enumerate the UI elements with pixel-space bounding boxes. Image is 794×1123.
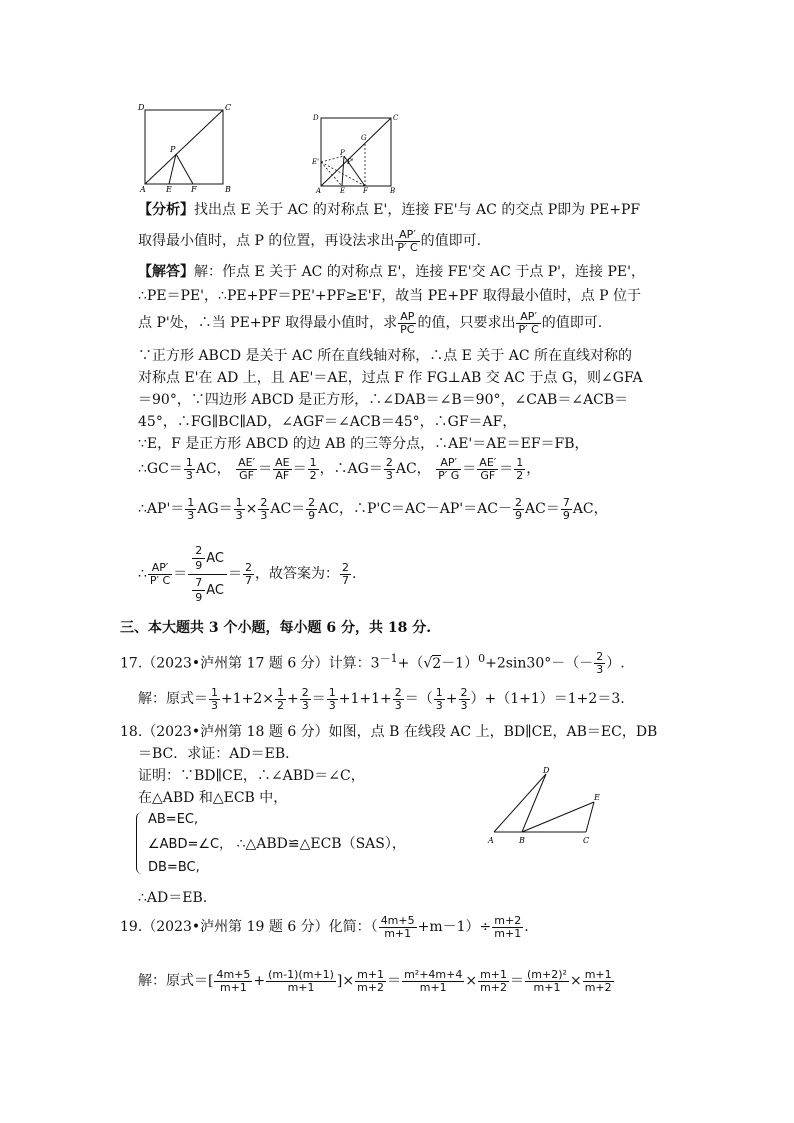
answer-line-4: ∵正方形 ABCD 是关于 AC 所在直线轴对称，∴点 E 关于 AC 所在直线对称的 (138, 348, 633, 364)
label-D: D (313, 114, 319, 122)
answer-line-1: 【解答】解：作点 E 关于 AC 的对称点 E'，连接 FE'交 AC 于点 P'，连接 PE'， (138, 264, 645, 280)
answer-line-7: 45°，∴FG∥BC∥AD，∠AGF＝∠ACB＝45°，∴GF＝AF， (138, 414, 517, 430)
label-D: D (543, 766, 550, 775)
label-E: E (166, 185, 172, 194)
q18-proof-2: 在△ABD 和△ECB 中， (138, 790, 288, 806)
label-B: B (519, 836, 525, 845)
label-F: F (191, 185, 197, 194)
label-B: B (390, 187, 396, 194)
answer-line-3: 点 P'处，∴当 PE+PF 取得最小值时，求 $\frac{AP}{PC}$ 的值，只要求出 $\frac{AP'}{P' C}$ 的值即可. (138, 309, 603, 336)
label-G: G (361, 134, 367, 142)
label-E: E (340, 187, 346, 194)
q19-question: 19.（2023•泸州第 19 题 6 分）化简：（ $\frac{4m+5}{m+1}$ +m－1）÷ $\frac{m+2}{m+1}$ . (120, 913, 529, 940)
section-title: 三、本大题共 3 个小题，每小题 6 分，共 18 分. (120, 620, 432, 636)
label-F: F (363, 187, 368, 194)
compound-fraction: $\frac{2}{9}$ AC $\frac{7}{9}$ AC (188, 543, 227, 606)
analysis-line-1: 【分析】找出点 E 关于 AC 的对称点 E'，连接 FE'与 AC 的交点 P即为 PE+PF (138, 202, 641, 218)
q18-cond-3: DB=BC, (148, 860, 200, 875)
q18-cond-1: AB=EC, (148, 812, 199, 827)
label-C: C (583, 836, 590, 845)
answer-line-9: ∴GC＝ $\frac{1}{3}$ AC， $\frac{AE'}{GF}$ ＝ $\frac{AE}{AF}$ ＝ $\frac{1}{2}$ ，∴AG＝ $\frac{2}{3}$ AC， $\frac{AP'}{P' G}$ ＝ $\frac{AE'}{GF}$ ＝ $\frac{1}{2}$ ， (138, 455, 541, 482)
q18-question-2: ＝BC．求证：AD＝EB． (138, 746, 300, 762)
fraction: $\frac{AP'}{P' C}$ (397, 227, 418, 254)
q17-question: 17.（2023•泸州第 17 题 6 分）计算：$3^{-1}+(√2-1)^0+2\sin 30^\circ-(-$ $\frac{2}{3}$ ）. (120, 650, 625, 677)
label-C: C (225, 103, 232, 112)
brace (136, 812, 147, 874)
answer-line-10: ∴AP'＝ $\frac{1}{3}$ AG＝ $\frac{1}{3}$ × $\frac{2}{3}$ AC＝ $\frac{2}{9}$ AC，∴P'C＝AC－AP'＝AC－ $\frac{2}{9}$ AC＝ $\frac{7}{9}$ AC， (138, 495, 608, 522)
answer-line-8: ∵E，F 是正方形 ABCD 的边 AB 的三等分点，∴AE'＝AE＝EF＝FB， (138, 436, 589, 452)
answer-line-5: 对称点 E'在 AD 上，且 AE'＝AE，过点 F 作 FG⊥AB 交 AC 于点 G，则∠GFA (138, 370, 643, 386)
label-P: P (340, 149, 345, 157)
figure-triangles (484, 764, 608, 850)
label-E-prime: E' (312, 158, 320, 166)
q17-solution: 解：原式＝ $\frac{1}{3}$ +1+2× $\frac{1}{2}$ + $\frac{2}{3}$ ＝ $\frac{1}{3}$ +1+1+ $\frac{2}{3}$ ＝（ $\frac{1}{3}$ + $\frac{2}{3}$ ）+（1+1）＝1+2＝3. (138, 685, 625, 712)
label-P: P (170, 145, 176, 154)
answer-line-6: ＝90°，∵四边形 ABCD 是正方形，∴∠DAB＝∠B＝90°，∠CAB＝∠ACB＝ (138, 392, 629, 408)
analysis-line-2: 取得最小值时，点 P 的位置，再设法求出 $\frac{AP'}{P' C}$ 的值即可. (138, 227, 482, 254)
answer-line-11: ∴ $\frac{AP'}{P' C}$ ＝ $\frac{2}{9}$ AC $\frac{7}{9}$ AC ＝ $\frac{2}{7}$ ，故答案为： $\frac{2}{7}$ . (138, 543, 357, 604)
q18-conclusion: ∴AD＝EB. (138, 890, 208, 906)
q18-question-1: 18.（2023•泸州第 18 题 6 分）如图，点 B 在线段 AC 上，BD∥CE，AB＝EC，DB (120, 724, 658, 740)
label-D: D (138, 103, 145, 112)
label-E: E (594, 793, 600, 802)
answer-line-2: ∴PE＝PE'，∴PE+PF＝PE'+PF≥E'F，故当 PE+PF 取得最小值时，点 P 位于 (138, 288, 642, 304)
figure-square-2 (310, 112, 400, 194)
label-B: B (225, 185, 231, 194)
figure-square-1 (136, 100, 236, 196)
sqrt-symbol: √ (423, 655, 433, 672)
label-A: A (488, 836, 494, 845)
label-A: A (140, 185, 146, 194)
label-A: A (316, 187, 322, 194)
q19-solution: 解：原式＝[ $\frac{4m+5}{m+1}$ + $\frac{(m-1)(m+1)}{m+1}$ ]× $\frac{m+1}{m+2}$ ＝ $\frac{\text{m²+4m+4}}{m+1}$ × $\frac{m+1}{m+2}$ ＝ $\frac{\text{(m+2)²}}{m+1}$ × $\frac{m+1}{m+2}$ (138, 967, 612, 994)
label-C: C (393, 114, 399, 122)
q18-cond-2: ∠ABD=∠C， ∴△ABD≌△ECB（SAS）， (148, 836, 406, 852)
q18-proof-1: 证明：∵BD∥CE，∴∠ABD＝∠C， (138, 768, 365, 784)
label-P-prime: P' (347, 158, 354, 166)
